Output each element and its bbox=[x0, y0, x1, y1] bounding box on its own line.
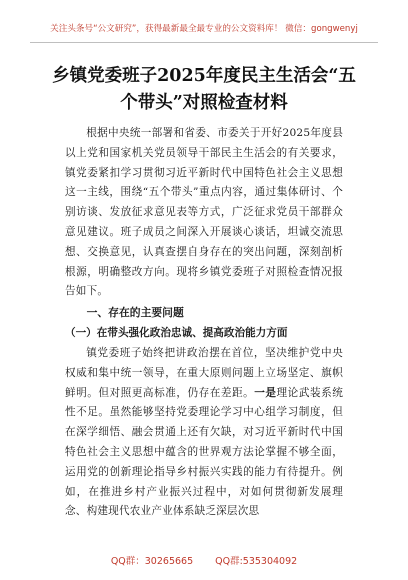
body-paragraph-start: 镇党委班子始终把讲政治摆在首位，坚决维护党中央权威和集中统一领导，在重大原则问题上立场坚定、旗帜鲜明。但对照更高标准，仍存在差距。 bbox=[65, 346, 343, 399]
header-banner: 关注头条号“公文研究”，获得最新最全最专业的公文资料库！ 微信：gongwenyj bbox=[50, 24, 358, 34]
title-line-1: 乡镇党委班子2025年度民主生活会“五 bbox=[52, 66, 356, 86]
footer bbox=[0, 553, 408, 567]
subsection-heading: （一）在带头强化政治忠诚、提高政治能力方面 bbox=[65, 326, 288, 339]
document-title bbox=[48, 63, 360, 117]
body-paragraph-rest: 理论武装系统性不足。虽然能够坚持党委理论学习中心组学习制度，但在深学细悟、融会贯通上还有欠缺，对习近平新时代中国特色社会主义思想中蕴含的世界观方法论掌握不够全面，运用党的创新理论指导乡村振兴实践的能力有待提升。例如，在推进乡村产业振兴过程中，对如何贯彻新发展理念、构建现代农业产业体系缺乏深层次思 bbox=[65, 386, 344, 518]
title-line-2: 个带头”对照检查材料 bbox=[120, 93, 288, 113]
section-heading: 一、存在的主要问题 bbox=[86, 306, 184, 320]
document-body bbox=[65, 124, 343, 522]
body-paragraph bbox=[65, 344, 343, 522]
header-divider bbox=[30, 42, 378, 43]
body-highlight: 一是 bbox=[254, 386, 277, 399]
footer-qq-group-2: QQ群:535304092 bbox=[215, 556, 298, 567]
footer-qq-group-1: QQ群：30265665 bbox=[110, 556, 194, 567]
intro-paragraph: 根据中央统一部署和省委、市委关于开好2025年度县以上党和国家机关党员领导干部民主生活会的有关要求，镇党委紧扣学习贯彻习近平新时代中国特色社会主义思想这一主线，围绕“五个带头”重点内容，通过集体研讨、个别访谈、发放征求意见表等方式，广泛征求党员干部群众意见建议。班子成员之间深入开展谈心谈话，坦诚交流思想、交换意见，认真查摆自身存在的突出问题，深刻剖析根源，明确整改方向。现将乡镇党委班子对照检查情况报告如下。 bbox=[65, 127, 343, 298]
